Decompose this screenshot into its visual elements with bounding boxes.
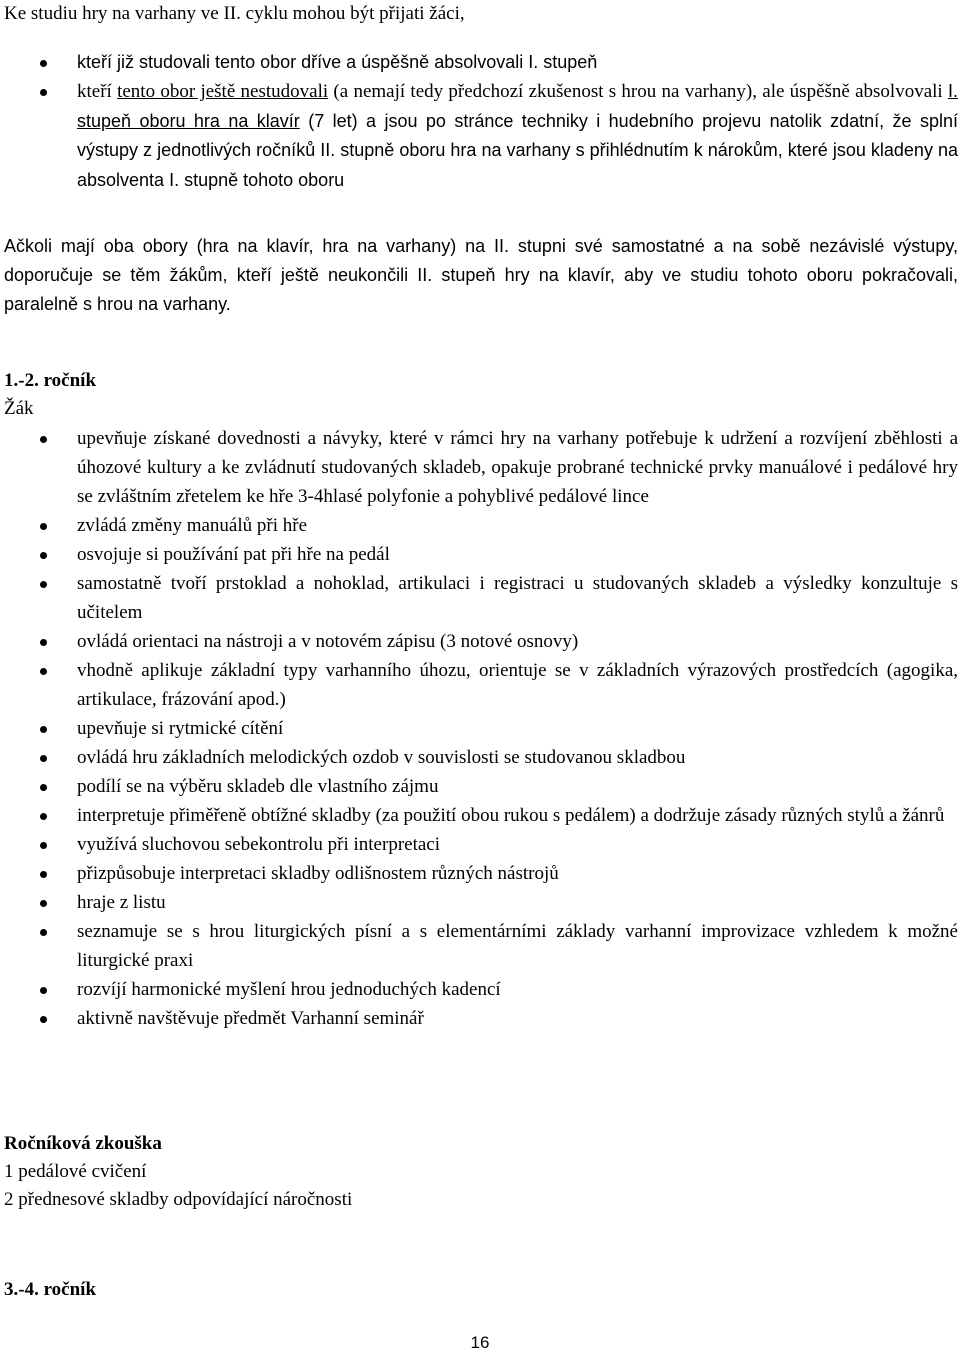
list-item-text: přizpůsobuje interpretaci skladby odlišnostem různých nástrojů <box>77 863 559 884</box>
bullet-icon <box>40 784 47 791</box>
list-item <box>4 859 958 888</box>
list-item <box>4 1004 958 1033</box>
list-item <box>4 77 958 195</box>
bullet-icon <box>40 987 47 994</box>
list-item <box>4 540 958 569</box>
bullet-icon <box>40 60 47 67</box>
bullet-icon <box>40 929 47 936</box>
list-item <box>4 48 958 77</box>
list-item-text: podílí se na výběru skladeb dle vlastního zájmu <box>77 776 439 797</box>
bullet-icon <box>40 842 47 849</box>
list-item-text: kteří již studovali tento obor dříve a úspěšně absolvovali I. stupeň <box>77 52 598 72</box>
list-item <box>4 888 958 917</box>
list-item <box>4 424 958 511</box>
list-item-text: upevňuje si rytmické cítění <box>77 718 284 739</box>
list-item <box>4 656 958 714</box>
list-item <box>4 569 958 627</box>
bullet-icon <box>40 552 47 559</box>
list-item <box>4 830 958 859</box>
underlined-text: tento obor ještě nestudovali <box>117 81 329 102</box>
bullet-icon <box>40 813 47 820</box>
list-item-text: (a nemají tedy předchozí zkušenost s hrou na varhany), ale úspěšně absolvovali <box>328 81 948 102</box>
list-item-text: upevňuje získané dovednosti a návyky, které v rámci hry na varhany potřebuje k udržení a rozvíjení zběhlosti a úhozové kultury a ke zvládnutí studovaných skladeb, opakuje probrané technické prvky manuálové i pedálové hry se zvláštním zřetelem ke hře 3-4hlasé polyfonie a pohyblivé pedálové lince <box>77 428 958 507</box>
list-item-text: ovládá orientaci na nástroji a v notovém zápisu (3 notové osnovy) <box>77 631 579 652</box>
intro-line: Ke studiu hry na varhany ve II. cyklu mohou být přijati žáci, <box>4 3 465 24</box>
list-item-text: vhodně aplikuje základní typy varhanního úhozu, orientuje se v základních výrazových prostředcích (agogika, artikulace, frázování apod.) <box>77 660 958 710</box>
admission-list <box>4 48 958 195</box>
section-heading: 3.-4. ročník <box>4 1279 97 1300</box>
list-item-text: interpretuje přiměřeně obtížné skladby (za použití obou rukou s pedálem) a dodržuje zásady různých stylů a žánrů <box>77 805 945 826</box>
list-item-text: seznamuje se s hrou liturgických písní a s elementárními základy varhanní improvizace vzhledem k možné liturgické praxi <box>77 921 958 971</box>
list-item <box>4 511 958 540</box>
section-subheading: Žák <box>4 398 34 419</box>
bullet-icon <box>40 668 47 675</box>
list-item-text: (7 let) a jsou po stránce techniky i hudebního projevu natolik zdatní, že splní výstupy z jednotlivých ročníků II. stupně oboru hra na varhany s přihlédnutím k nárokům, které jsou kladeny na absolventa I. stupně tohoto oboru <box>77 110 958 190</box>
list-item-text: aktivně navštěvuje předmět Varhanní seminář <box>77 1008 424 1029</box>
exam-line-2: 2 přednesové skladby odpovídající náročnosti <box>4 1189 353 1210</box>
list-item-text: osvojuje si používání pat při hře na pedál <box>77 544 390 565</box>
underlined-text: I. stupeň oboru hra na klavír <box>77 81 958 131</box>
bullet-icon <box>40 436 47 443</box>
bullet-icon <box>40 755 47 762</box>
list-item <box>4 772 958 801</box>
list-item <box>4 801 958 830</box>
list-item-text: rozvíjí harmonické myšlení hrou jednoduchých kadencí <box>77 979 501 1000</box>
list-item-text: ovládá hru základních melodických ozdob v souvislosti se studovanou skladbou <box>77 747 686 768</box>
list-item-text: hraje z listu <box>77 892 166 913</box>
list-item-text: využívá sluchovou sebekontrolu při interpretaci <box>77 834 441 855</box>
bullet-icon <box>40 726 47 733</box>
list-item-text: kteří <box>77 81 118 102</box>
exam-heading: Ročníková zkouška <box>4 1133 162 1154</box>
list-item <box>4 917 958 975</box>
list-item <box>4 627 958 656</box>
bullet-icon <box>40 523 47 530</box>
note-paragraph: Ačkoli mají oba obory (hra na klavír, hra na varhany) na II. stupni své samostatné a na sobě nezávislé výstupy, doporučuje se těm žákům, kteří ještě neukončili II. stupeň hry na klavír, aby ve studiu tohoto oboru pokračovali, paralelně s hrou na varhany. <box>4 236 958 314</box>
list-item <box>4 714 958 743</box>
list-item <box>4 975 958 1004</box>
list-item-text: zvládá změny manuálů při hře <box>77 515 308 536</box>
bullet-icon <box>40 639 47 646</box>
exam-line-1: 1 pedálové cvičení <box>4 1161 147 1182</box>
list-item <box>4 743 958 772</box>
section-heading: 1.-2. ročník <box>4 370 97 391</box>
bullet-icon <box>40 89 47 96</box>
bullet-icon <box>40 871 47 878</box>
outcomes-list <box>4 424 958 1033</box>
list-item-text: samostatně tvoří prstoklad a nohoklad, artikulaci i registraci u studovaných skladeb a výsledky konzultuje s učitelem <box>77 573 958 623</box>
bullet-icon <box>40 1016 47 1023</box>
page-number: 16 <box>470 1333 490 1352</box>
bullet-icon <box>40 900 47 907</box>
bullet-icon <box>40 581 47 588</box>
